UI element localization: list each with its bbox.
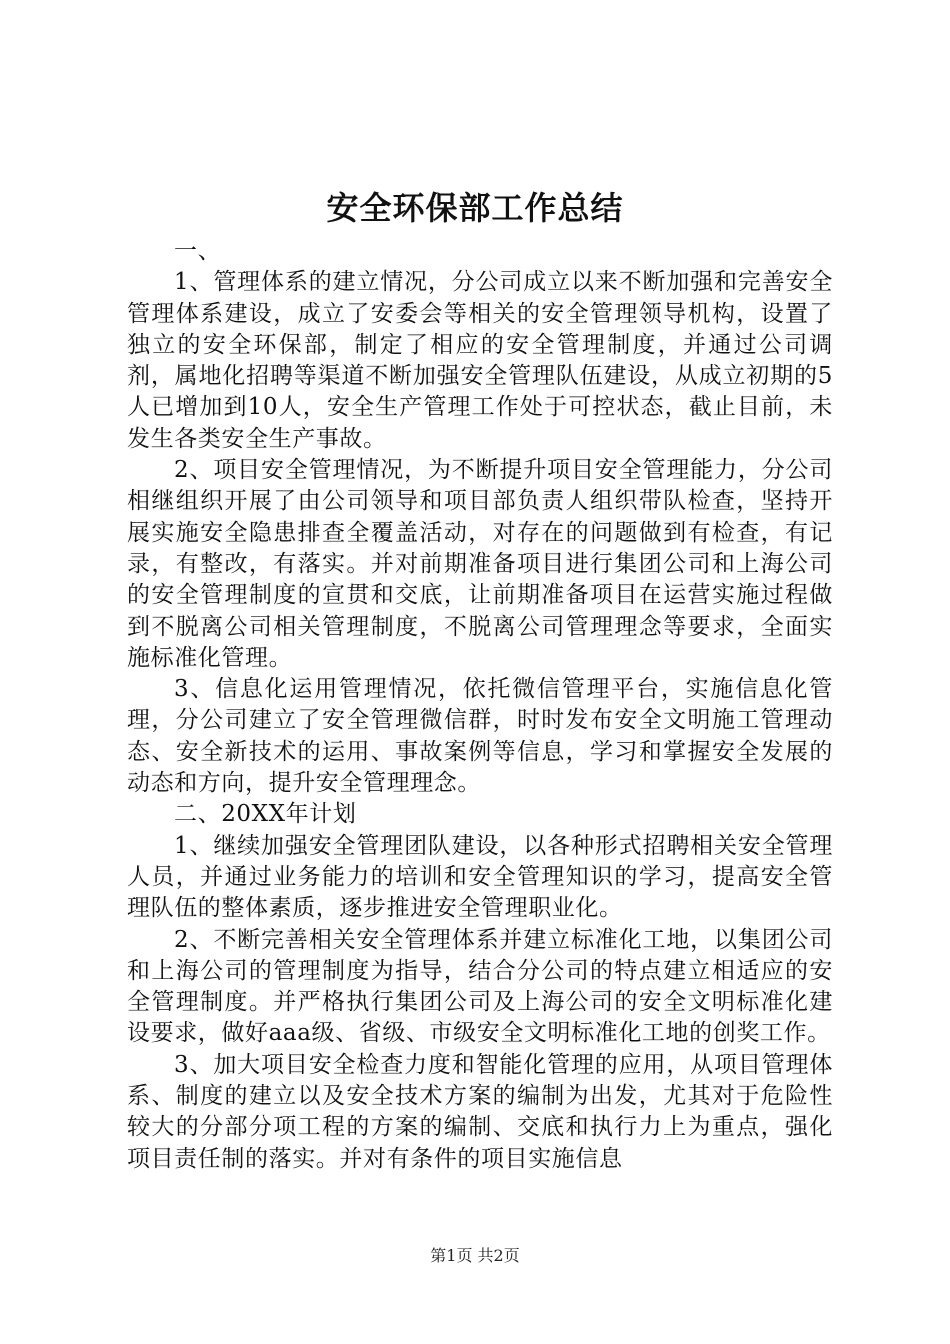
paragraph: 1、管理体系的建立情况，分公司成立以来不断加强和完善安全管理体系建设，成立了安委会等相关的安全管理领导机构，设置了独立的安全环保部，制定了相应的安全管理制度，并通过公司调剂，属地化招聘等渠道不断加强安全管理队伍建设，从成立初期的5人已增加到10人，安全生产管理工作处于可控状态，截止目前，未发生各类安全生产事故。 [127,269,833,452]
paragraph: 2、不断完善相关安全管理体系并建立标准化工地，以集团公司和上海公司的管理制度为指导，结合分公司的特点建立相适应的安全管理制度。并严格执行集团公司及上海公司的安全文明标准化建设要求，做好aaa级、省级、市级安全文明标准化工地的创奖工作。 [127,926,833,1047]
document-body [127,236,833,1175]
section-heading-2: 二、20XX年计划 [174,801,357,828]
paragraph: 1、继续加强安全管理团队建设，以各种形式招聘相关安全管理人员，并通过业务能力的培训和安全管理知识的学习，提高安全管理队伍的整体素质，逐步推进安全管理职业化。 [127,832,833,922]
page-number-footer: 第1页 共2页 [430,1246,520,1265]
paragraph: 3、信息化运用管理情况，依托微信管理平台，实施信息化管理，分公司建立了安全管理微信群，时时发布安全文明施工管理动态、安全新技术的运用、事故案例等信息，学习和掌握安全发展的动态和方向，提升安全管理理念。 [127,676,833,797]
section-heading-1: 一、 [174,238,222,264]
paragraph: 2、项目安全管理情况，为不断提升项目安全管理能力，分公司相继组织开展了由公司领导和项目部负责人组织带队检查，坚持开展实施安全隐患排查全覆盖活动，对存在的问题做到有检查，有记录，有整改，有落实。并对前期准备项目进行集团公司和上海公司的安全管理制度的宣贯和交底，让前期准备项目在运营实施过程做到不脱离公司相关管理制度，不脱离公司管理理念等要求，全面实施标准化管理。 [127,457,833,671]
document-title: 安全环保部工作总结 [326,189,624,227]
paragraph: 3、加大项目安全检查力度和智能化管理的应用，从项目管理体系、制度的建立以及安全技术方案的编制为出发，尤其对于危险性较大的分部分项工程的方案的编制、交底和执行力上为重点，强化项目责任制的落实。并对有条件的项目实施信息 [127,1051,833,1172]
